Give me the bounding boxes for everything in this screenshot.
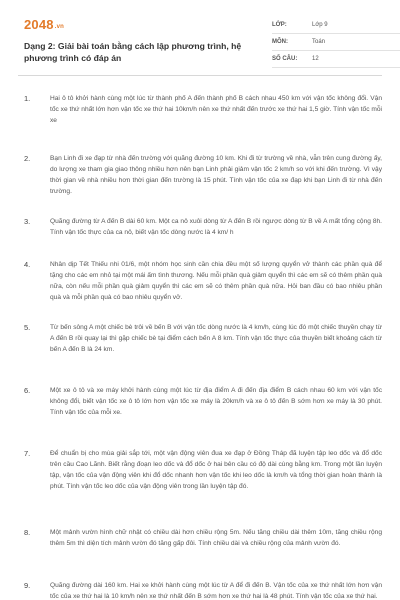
- question-item: [24, 527, 382, 580]
- question-number: 2.: [24, 154, 31, 163]
- question-number: 6.: [24, 386, 31, 395]
- meta-row-subject: [272, 34, 400, 51]
- question-text: Từ bến sông A một chiếc bè trôi về bến B với vận tốc dòng nước là 4 km/h, cùng lúc đó một chiếc thuyền chạy từ A đến B rồi quay lại thì gặp chiếc bè tại điểm cách bến A 8 km. Tính vận tốc thực của thuyền biết khoảng cách từ bến A đến B là 24 km.: [50, 324, 382, 353]
- page-title: Dạng 2: Giải bài toán bằng cách lập phương trình, hệ phương trình có đáp án: [24, 41, 242, 63]
- meta-value: Toán: [312, 39, 326, 45]
- question-number: 4.: [24, 260, 31, 269]
- question-text: Để chuẩn bị cho mùa giải sắp tới, một vận động viên đua xe đạp ở Đồng Tháp đã luyện tập leo dốc và đổ dốc trên cầu Cao Lãnh. Biết rằng đoạn leo dốc và đổ dốc ở hai bên cầu có độ dài cùng bằng km. Trong một lần luyện tập, vận tốc của vận động viên khi đổ dốc nhanh hơn vận tốc khi leo dốc là km/h và tổng thời gian hoàn thành là phút. Tính vận tốc leo dốc của vận động viên trong lần luyện tập đó.: [50, 450, 382, 490]
- question-list: [18, 76, 382, 600]
- site-logo[interactable]: [24, 17, 64, 32]
- meta-row-class: [272, 17, 400, 34]
- question-number: 5.: [24, 323, 31, 332]
- question-text: Bạn Linh đi xe đạp từ nhà đến trường với quãng đường 10 km. Khi đi từ trường về nhà, vẫn trên cung đường ấy, do lượng xe tham gia giao thông nhiều hơn nên bạn Linh phải giảm vận tốc 2 km/h so với khi đến trường. Vì vậy thời gian về nhà nhiều hơn thời gian đến trường là 15 phút. Tính vận tốc của xe đạp khi bạn Linh đi từ nhà đến trường.: [50, 155, 382, 195]
- question-item: [24, 322, 382, 385]
- meta-label: LỚP:: [272, 22, 287, 28]
- meta-row-count: [272, 51, 400, 68]
- meta-table: [272, 17, 400, 68]
- question-number: 9.: [24, 581, 31, 590]
- meta-value: 12: [312, 56, 319, 62]
- question-text: Hai ô tô khởi hành cùng một lúc từ thành phố A đến thành phố B cách nhau 450 km với vận tốc không đổi. Vận tốc xe thứ nhất lớn hơn vận tốc xe thứ hai 10km/h nên xe thứ nhất đến trước xe thứ hai 1,5 giờ. Tính vận tốc mỗi xe: [50, 95, 382, 124]
- question-number: 8.: [24, 528, 31, 537]
- question-number: 3.: [24, 217, 31, 226]
- question-text: Quãng đường dài 160 km. Hai xe khởi hành cùng một lúc từ A để đi đến B. Vận tốc của xe thứ nhất lớn hơn vận tốc của xe thứ hai là 10 km/h nên xe thứ nhất đến B sớm hơn xe thứ hai là 48 phút. Tính vận tốc của xe thứ hai.: [50, 582, 382, 600]
- question-number: 1.: [24, 94, 31, 103]
- question-number: 7.: [24, 449, 31, 458]
- question-item: [24, 385, 382, 448]
- question-text: Quãng đường từ A đến B dài 60 km. Một ca nô xuôi dòng từ A đến B rồi ngược dòng từ B về A mất tổng cộng 8h. Tính vận tốc thực của ca nô, biết vận tốc dòng nước là 4 km/ h: [50, 218, 382, 236]
- meta-value: Lớp 9: [312, 22, 328, 28]
- question-item: [24, 259, 382, 322]
- question-item: [24, 153, 382, 216]
- question-text: Một mảnh vườn hình chữ nhật có chiều dài hơn chiều rộng 5m. Nếu tăng chiều dài thêm 10m, tăng chiều rộng thêm 5m thì diện tích mảnh vườn đó tăng gấp đôi. Tính chiều dài và chiều rộng của mảnh vườn đó.: [50, 529, 382, 547]
- question-item: [24, 93, 382, 153]
- logo-main: 2048: [24, 17, 54, 32]
- meta-label: SỐ CÂU:: [272, 56, 298, 62]
- question-item: [24, 448, 382, 527]
- question-item: [24, 580, 382, 600]
- logo-suffix: .vn: [54, 24, 65, 30]
- question-text: Nhân dịp Tết Thiếu nhi 01/6, một nhóm học sinh cần chia đều một số lượng quyển vở thành các phần quà để tặng cho các em nhỏ tại một mái ấm tình thương. Nếu mỗi phần quà giảm quyển thì các em sẽ có thêm phần quà nữa, còn nếu mỗi phần quà giảm quyển thì các em sẽ có thêm phần quà nữa. Hỏi ban đầu có bao nhiêu phần quà và mỗi phần quà có bao nhiêu quyển vở.: [50, 261, 382, 301]
- question-text: Một xe ô tô và xe máy khởi hành cùng một lúc từ địa điểm A đi đến địa điểm B cách nhau 60 km với vận tốc không đổi, biết vận tốc xe ô tô lớn hơn vận tốc xe máy là 20km/h và xe ô tô đến B sớm hơn xe máy là 30 phút. Tính vận tốc của mỗi xe.: [50, 387, 382, 416]
- worksheet-header: [18, 14, 382, 76]
- meta-label: MÔN:: [272, 39, 288, 45]
- question-item: [24, 216, 382, 259]
